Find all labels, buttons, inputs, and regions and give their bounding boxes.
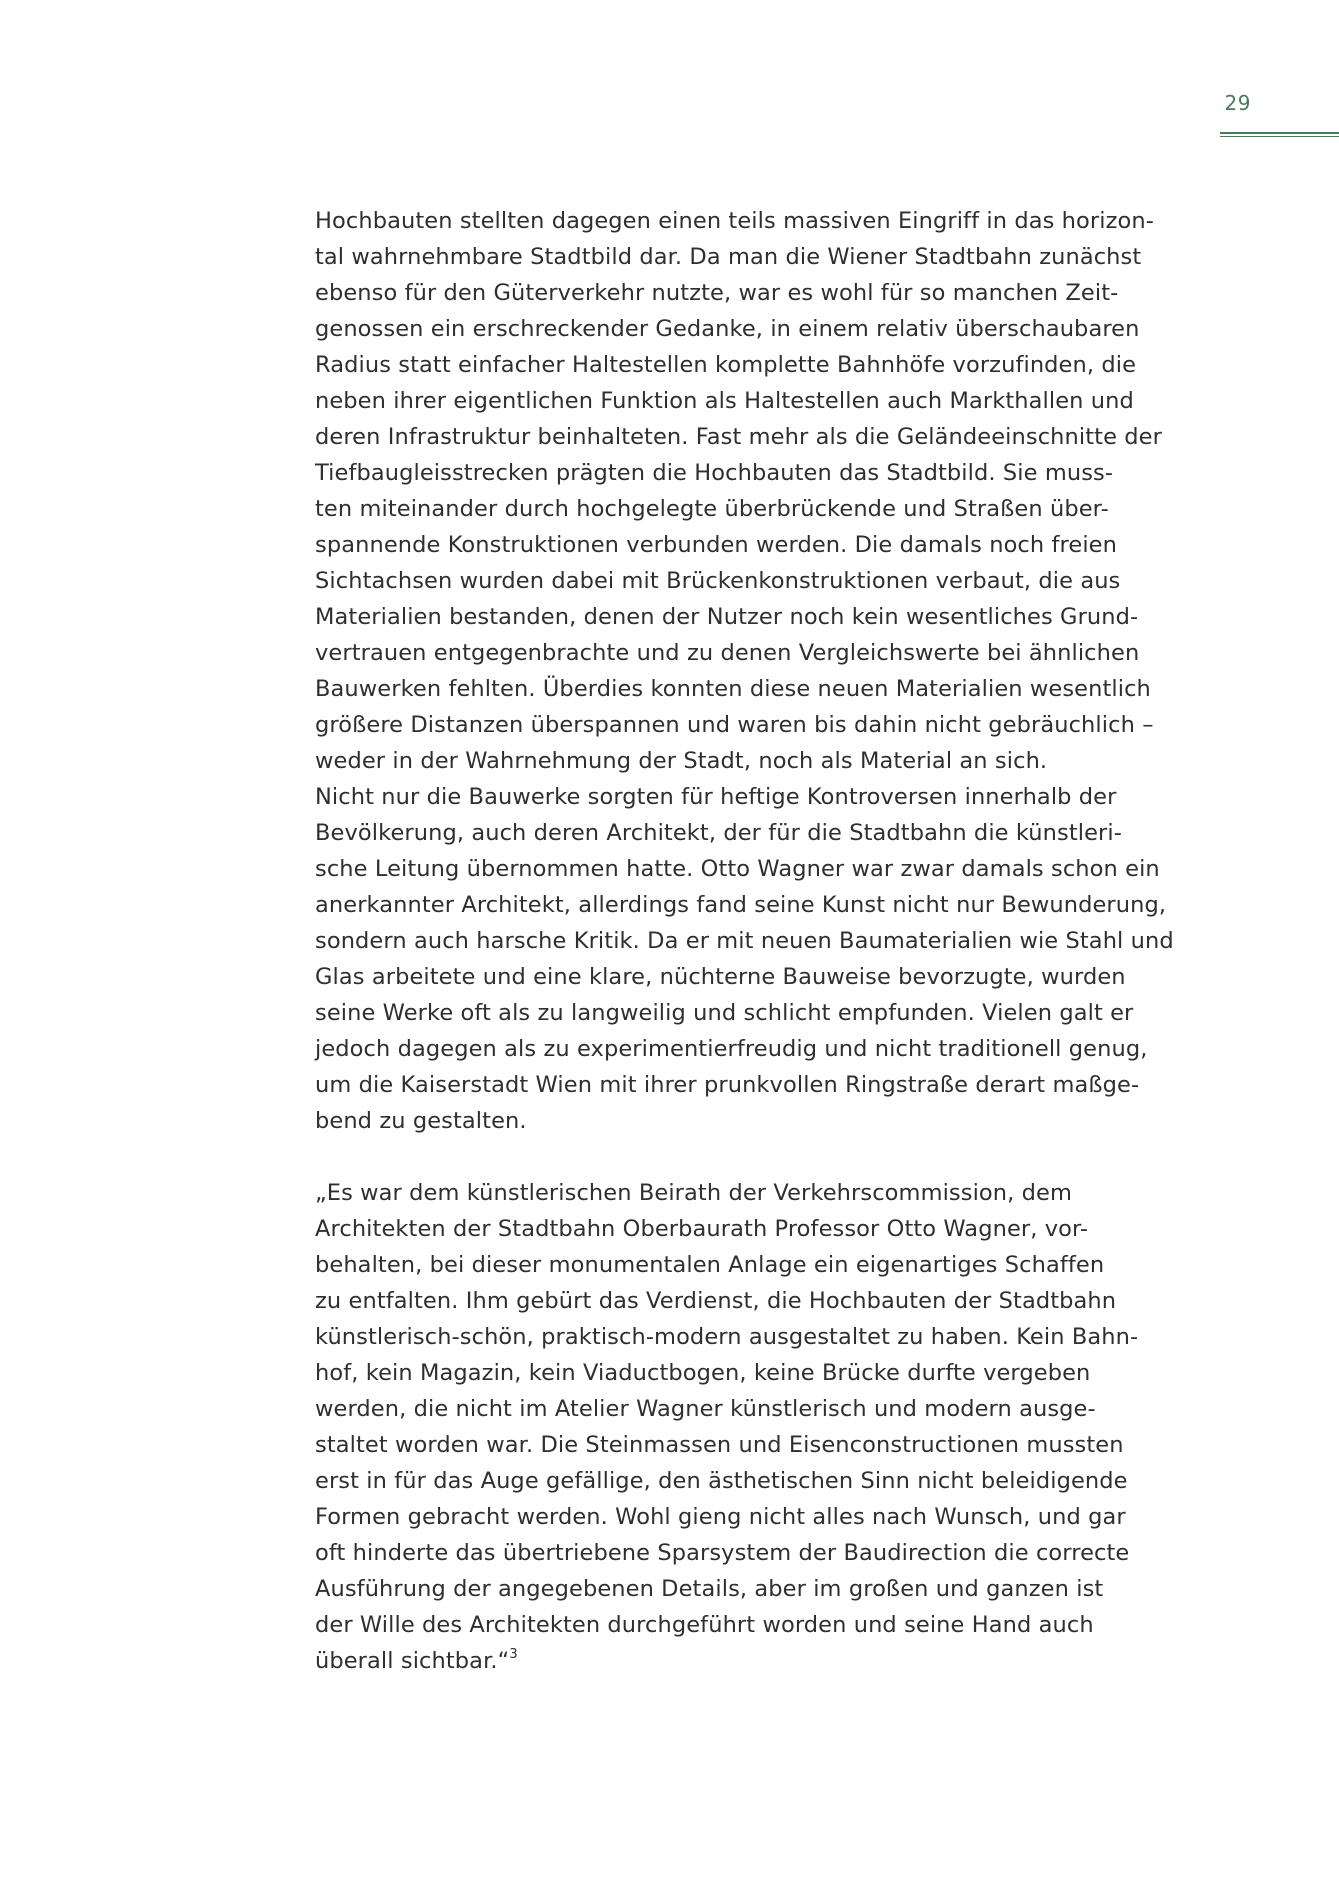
text-line: um die Kaiserstadt Wien mit ihrer prunkvollen Ringstraße derart maßge-: [315, 1072, 1140, 1098]
quote-line: staltet worden war. Die Steinmassen und Eisenconstructionen mussten: [315, 1432, 1124, 1458]
text-line: bend zu gestalten.: [315, 1108, 527, 1134]
paragraph-gap: [315, 1139, 1215, 1175]
text-line: Bauwerken fehlten. Überdies konnten diese neuen Materialien wesentlich: [315, 676, 1151, 702]
text-line: Sichtachsen wurden dabei mit Brückenkonstruktionen verbaut, die aus: [315, 568, 1121, 594]
text-line: Bevölkerung, auch deren Architekt, der für die Stadtbahn die künstleri-: [315, 820, 1122, 846]
text-line: Glas arbeitete und eine klare, nüchterne Bauweise bevorzugte, wurden: [315, 964, 1126, 990]
quote-line: Formen gebracht werden. Wohl gieng nicht alles nach Wunsch, und gar: [315, 1504, 1126, 1530]
text-line: Tiefbaugleisstrecken prägten die Hochbauten das Stadtbild. Sie muss-: [315, 460, 1114, 486]
header-rule: [1220, 132, 1339, 137]
text-line: seine Werke oft als zu langweilig und schlicht empfunden. Vielen galt er: [315, 1000, 1134, 1026]
quote-line: behalten, bei dieser monumentalen Anlage ein eigenartiges Schaffen: [315, 1252, 1105, 1278]
quote-line: werden, die nicht im Atelier Wagner künstlerisch und modern ausge-: [315, 1396, 1096, 1422]
quote-line: erst in für das Auge gefällige, den ästhetischen Sinn nicht beleidigende: [315, 1468, 1128, 1494]
quote-line: oft hinderte das übertriebene Sparsystem der Baudirection die correcte: [315, 1540, 1130, 1566]
paragraph: [315, 203, 1215, 779]
quote-last-text: überall sichtbar.“: [315, 1648, 510, 1674]
text-line: ten miteinander durch hochgelegte überbrückende und Straßen über-: [315, 496, 1109, 522]
text-line: tal wahrnehmbare Stadtbild dar. Da man die Wiener Stadtbahn zunächst: [315, 244, 1142, 270]
text-line: Radius statt einfacher Haltestellen komplette Bahnhöfe vorzufinden, die: [315, 352, 1137, 378]
text-line: weder in der Wahrnehmung der Stadt, noch als Material an sich.: [315, 748, 1048, 774]
text-line: neben ihrer eigentlichen Funktion als Haltestellen auch Markthallen und: [315, 388, 1134, 414]
paragraph: [315, 779, 1215, 1139]
quote-line: künstlerisch-schön, praktisch-modern ausgestaltet zu haben. Kein Bahn-: [315, 1324, 1139, 1350]
text-line: sche Leitung übernommen hatte. Otto Wagner war zwar damals schon ein: [315, 856, 1160, 882]
text-line: jedoch dagegen als zu experimentierfreudig und nicht traditionell genug,: [315, 1036, 1148, 1062]
text-line: deren Infrastruktur beinhalteten. Fast mehr als die Geländeeinschnitte der: [315, 424, 1162, 450]
text-line: vertrauen entgegenbrachte und zu denen Vergleichswerte bei ähnlichen: [315, 640, 1140, 666]
text-line: spannende Konstruktionen verbunden werden. Die damals noch freien: [315, 532, 1117, 558]
quote-line: der Wille des Architekten durchgeführt worden und seine Hand auch: [315, 1612, 1094, 1638]
text-line: anerkannter Architekt, allerdings fand seine Kunst nicht nur Bewunderung,: [315, 892, 1167, 918]
text-line: Nicht nur die Bauwerke sorgten für heftige Kontroversen innerhalb der: [315, 784, 1117, 810]
text-line: Materialien bestanden, denen der Nutzer noch kein wesentliches Grund-: [315, 604, 1139, 630]
text-line: Hochbauten stellten dagegen einen teils massiven Eingriff in das horizon-: [315, 208, 1154, 234]
text-line: größere Distanzen überspannen und waren bis dahin nicht gebräuchlich –: [315, 712, 1154, 738]
quote-line: zu entfalten. Ihm gebürt das Verdienst, die Hochbauten der Stadtbahn: [315, 1288, 1117, 1314]
text-line: sondern auch harsche Kritik. Da er mit neuen Baumaterialien wie Stahl und: [315, 928, 1174, 954]
page-number: 29: [1224, 91, 1251, 115]
quote-line: „Es war dem künstlerischen Beirath der Verkehrscommission, dem: [315, 1180, 1073, 1206]
quote-line: Architekten der Stadtbahn Oberbaurath Professor Otto Wagner, vor-: [315, 1216, 1089, 1242]
quote-last-line: [315, 1643, 1215, 1679]
body-text: [315, 203, 1215, 1679]
text-line: ebenso für den Güterverkehr nutzte, war es wohl für so manchen Zeit-: [315, 280, 1119, 306]
quote: [315, 1175, 1215, 1679]
footnote-reference[interactable]: 3: [509, 1647, 518, 1662]
quote-line: hof, kein Magazin, kein Viaductbogen, keine Brücke durfte vergeben: [315, 1360, 1091, 1386]
quote-line: Ausführung der angegebenen Details, aber im großen und ganzen ist: [315, 1576, 1104, 1602]
text-line: genossen ein erschreckender Gedanke, in einem relativ überschaubaren: [315, 316, 1140, 342]
